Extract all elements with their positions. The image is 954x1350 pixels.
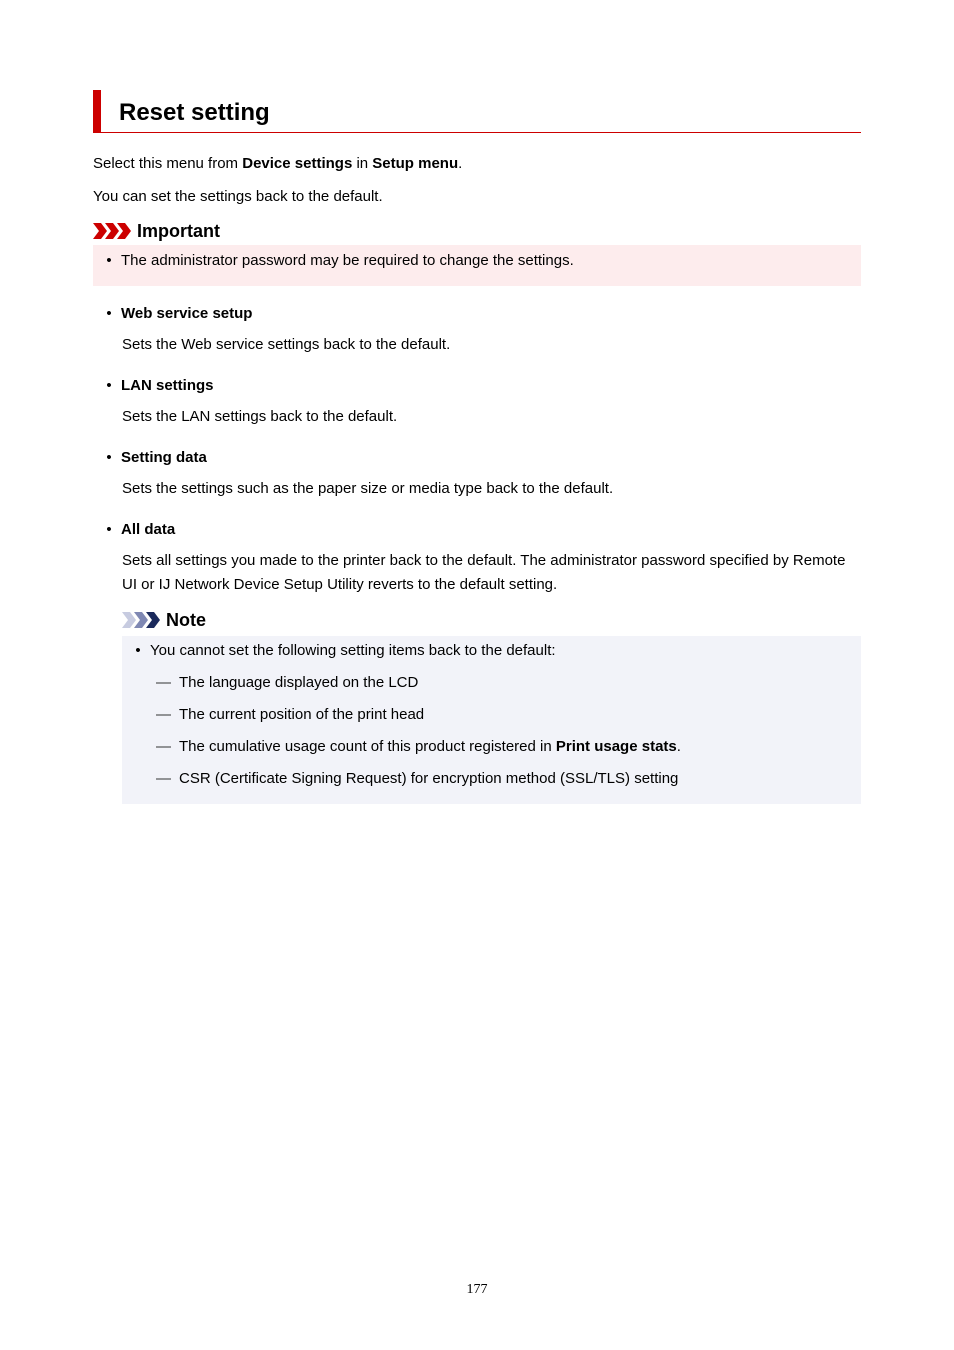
dash-icon: — [156, 770, 171, 787]
important-heading [93, 220, 220, 242]
bullet-icon: • [106, 449, 112, 466]
intro-line-1: Select this menu from Device settings in Setup menu. [93, 155, 463, 172]
bullet-icon: • [106, 305, 112, 322]
note-subitem: CSR (Certificate Signing Request) for encryption method (SSL/TLS) setting [179, 770, 679, 787]
bullet-icon: • [106, 377, 112, 394]
important-chevrons-icon [93, 223, 131, 239]
intro-line-2: You can set the settings back to the default. [93, 188, 383, 205]
important-label: Important [137, 221, 220, 241]
bullet-icon: • [106, 521, 112, 538]
device-settings-ref: Device settings [242, 155, 353, 172]
dash-icon: — [156, 738, 171, 755]
bullet-icon: • [106, 252, 112, 269]
list-item-desc: Sets the Web service settings back to the default. [122, 336, 451, 353]
page-title: Reset setting [119, 99, 270, 126]
page-number: 177 [466, 1282, 488, 1297]
list-item-desc: Sets all settings you made to the printer back to the default. The administrator password specified by Remote UI or IJ Network Device Setup Utility reverts to the default setting. [122, 552, 846, 593]
page-title-block [93, 90, 861, 133]
dash-icon: — [156, 706, 171, 723]
note-subitem: The cumulative usage count of this product registered in Print usage stats. [179, 738, 681, 755]
setup-menu-ref: Setup menu [372, 155, 459, 172]
note-subitem: The current position of the print head [179, 706, 425, 723]
note-subitem: The language displayed on the LCD [179, 674, 419, 691]
important-box: • The administrator password may be required to change the settings. [93, 245, 861, 286]
dash-icon: — [156, 674, 171, 691]
note-chevrons-icon [122, 612, 160, 628]
note-heading [122, 609, 206, 631]
print-usage-stats-ref: Print usage stats [555, 738, 677, 755]
note-label: Note [166, 610, 206, 630]
title-accent-bar [93, 90, 101, 133]
bullet-icon: • [135, 642, 141, 659]
list-item-desc: Sets the LAN settings back to the default. [122, 408, 398, 425]
list-item-desc: Sets the settings such as the paper size or media type back to the default. [122, 480, 614, 497]
